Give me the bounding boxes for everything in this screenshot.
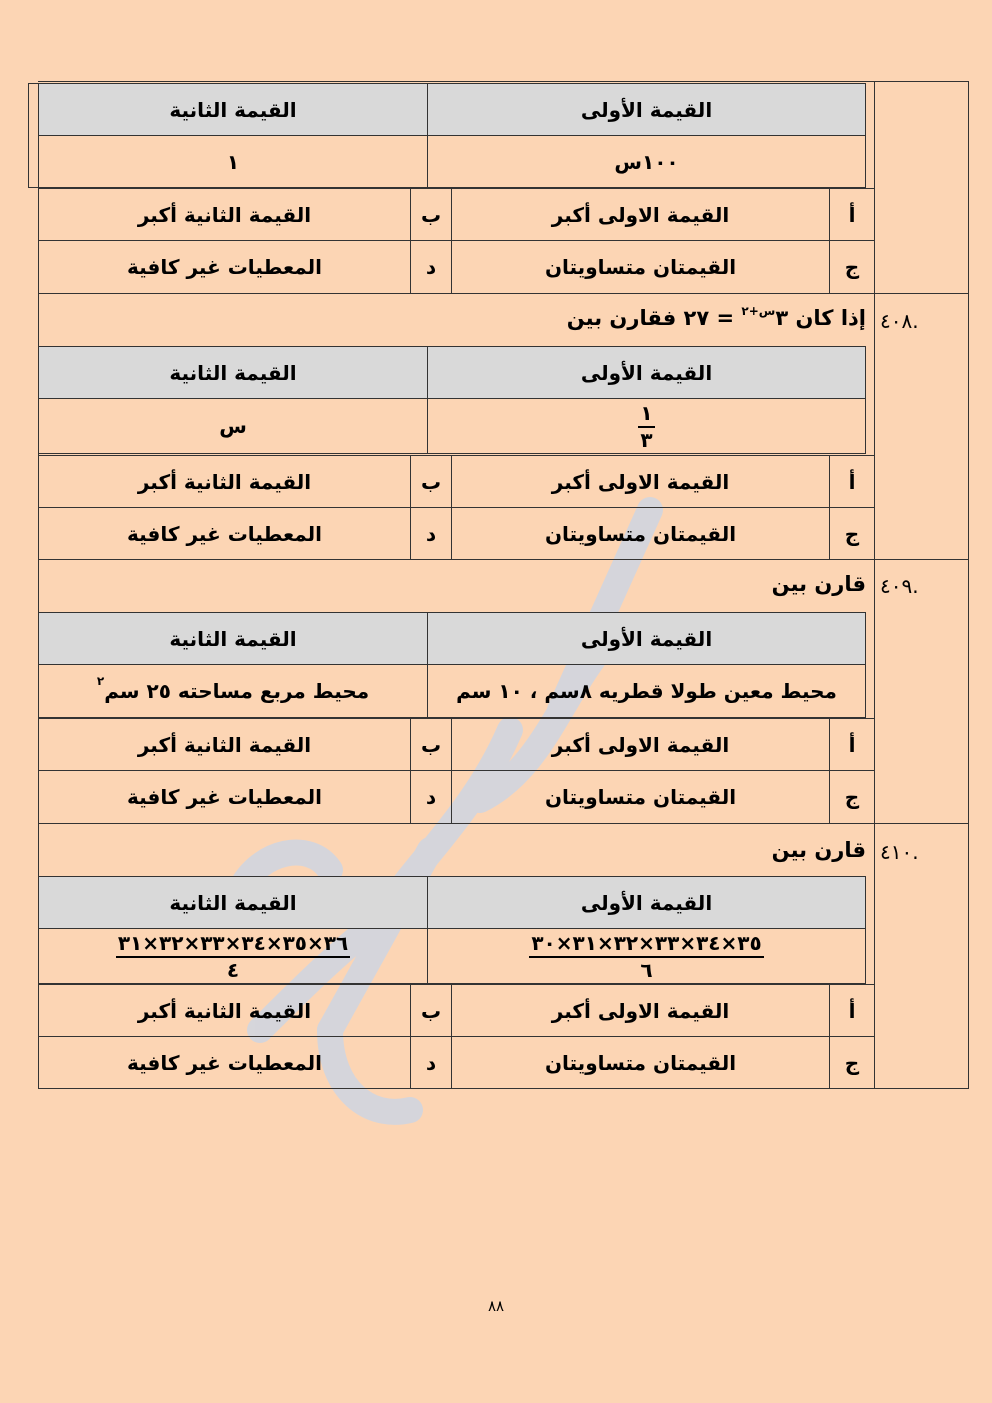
q409-first-value xyxy=(427,664,866,718)
q410-second-fraction xyxy=(116,930,350,982)
q410-first-fraction xyxy=(529,930,763,982)
header-label: القيمة الثانية xyxy=(169,626,297,651)
q407-second-header xyxy=(38,83,428,136)
q408-opt-a-letter xyxy=(829,455,875,508)
value-text: محيط معين طولا قطريه ٨سم ، ١٠ سم xyxy=(456,679,837,703)
q410-opt-d-letter xyxy=(410,1036,452,1089)
q410-first-value xyxy=(427,928,866,984)
question-number: ٤١٠. xyxy=(880,840,919,864)
q407-second-value xyxy=(38,135,428,188)
option-letter: ب xyxy=(420,469,442,494)
q410-opt-c-letter xyxy=(829,1036,875,1089)
q410-second-value xyxy=(38,928,428,984)
option-letter: أ xyxy=(848,202,856,227)
q408-opt-d xyxy=(38,507,411,560)
option-text: القيمة الثانية أكبر xyxy=(137,732,312,757)
q409-stem xyxy=(772,572,866,596)
option-text: القيمة الاولى أكبر xyxy=(551,998,730,1023)
option-text: القيمة الاولى أكبر xyxy=(551,469,730,494)
exponent: س+٢ xyxy=(741,304,776,318)
q409-opt-a-letter xyxy=(829,718,875,771)
header-label: القيمة الأولى xyxy=(580,890,713,915)
option-letter: د xyxy=(425,255,437,279)
q409-separator xyxy=(38,559,969,560)
q407-first-header xyxy=(427,83,866,136)
stem-text: قارن بين xyxy=(771,572,866,596)
q407-opt-a xyxy=(451,188,830,241)
header-label: القيمة الثانية xyxy=(169,360,297,385)
q407-opt-b xyxy=(38,188,411,241)
option-text: المعطيات غير كافية xyxy=(126,255,323,279)
q408-stem xyxy=(567,306,866,330)
q410-second-header xyxy=(38,876,428,929)
option-text: القيمتان متساويتان xyxy=(544,521,737,546)
q408-second-header xyxy=(38,346,428,399)
q409-opt-b xyxy=(38,718,411,771)
q410-opt-b-letter xyxy=(410,984,452,1037)
q407-table-left-edge xyxy=(28,83,29,188)
q408-opt-c-letter xyxy=(829,507,875,560)
q409-opt-b-letter xyxy=(410,718,452,771)
q407-opt-c-letter xyxy=(829,240,875,294)
stem-text: = ٢٧ فقارن بين xyxy=(566,306,735,330)
superscript: ٢ xyxy=(96,674,105,688)
q409-opt-a xyxy=(451,718,830,771)
q410-opt-d xyxy=(38,1036,411,1089)
question-number: ٤٠٨. xyxy=(880,309,919,333)
q410-opt-c xyxy=(451,1036,830,1089)
header-label: القيمة الأولى xyxy=(580,360,713,385)
q410-opt-a xyxy=(451,984,830,1037)
q410-opt-b xyxy=(38,984,411,1037)
denominator: ٤ xyxy=(226,957,240,982)
q408-first-value xyxy=(427,398,866,454)
header-label: القيمة الأولى xyxy=(580,97,713,122)
option-text: القيمة الثانية أكبر xyxy=(137,469,312,494)
option-letter: ب xyxy=(420,998,442,1023)
option-letter: ب xyxy=(420,202,442,227)
q407-opt-b-letter xyxy=(410,188,452,241)
q409-opt-d-letter xyxy=(410,770,452,824)
q409-second-value xyxy=(38,664,428,718)
q410-separator xyxy=(38,823,969,824)
q408-opt-b xyxy=(38,455,411,508)
option-letter: أ xyxy=(848,469,856,494)
option-letter: ج xyxy=(844,785,860,809)
header-label: القيمة الثانية xyxy=(169,890,297,915)
value-text: س xyxy=(219,414,247,438)
q408-number xyxy=(880,309,919,333)
numerator: ٣٦×٣٥×٣٤×٣٣×٣٢×٣١ xyxy=(116,933,350,958)
option-text: المعطيات غير كافية xyxy=(126,1050,323,1075)
value-text: محيط مربع مساحته ٢٥ سم xyxy=(104,679,370,703)
q409-opt-d xyxy=(38,770,411,824)
option-text: القيمتان متساويتان xyxy=(544,1050,737,1075)
q410-first-header xyxy=(427,876,866,929)
numerator: ٣٥×٣٤×٣٣×٣٢×٣١×٣٠ xyxy=(529,933,763,958)
q409-opt-c-letter xyxy=(829,770,875,824)
q408-first-header xyxy=(427,346,866,399)
option-text: القيمة الثانية أكبر xyxy=(137,202,312,227)
value-text: ١٠٠س xyxy=(614,149,679,174)
q408-opt-a xyxy=(451,455,830,508)
q408-fraction xyxy=(638,400,654,452)
option-text: القيمة الاولى أكبر xyxy=(551,732,730,757)
q408-opt-b-letter xyxy=(410,455,452,508)
header-label: القيمة الثانية xyxy=(169,97,297,122)
q410-opt-a-letter xyxy=(829,984,875,1037)
value-text: ١ xyxy=(226,149,240,174)
q409-second-header xyxy=(38,612,428,665)
denominator: ٦ xyxy=(640,957,653,982)
option-letter: ج xyxy=(844,521,860,546)
q407-first-value xyxy=(427,135,866,188)
q407-opt-d xyxy=(38,240,411,294)
option-letter: د xyxy=(425,785,437,809)
q409-number xyxy=(880,574,919,598)
option-letter: ج xyxy=(844,255,860,279)
outer-right-line xyxy=(968,81,969,1089)
option-text: القيمة الاولى أكبر xyxy=(551,202,730,227)
option-text: المعطيات غير كافية xyxy=(126,785,323,809)
q407-opt-a-letter xyxy=(829,188,875,241)
q410-stem xyxy=(772,838,866,862)
question-number: ٤٠٩. xyxy=(880,574,919,598)
option-text: القيمتان متساويتان xyxy=(544,785,737,809)
q408-opt-c xyxy=(451,507,830,560)
page-number: ٨٨ xyxy=(487,1297,505,1315)
numerator: ١ xyxy=(638,403,654,428)
option-letter: د xyxy=(425,521,437,546)
denominator: ٣ xyxy=(640,427,653,452)
option-letter: ب xyxy=(420,732,442,757)
q410-number xyxy=(880,840,919,864)
header-label: القيمة الأولى xyxy=(580,626,713,651)
q408-separator xyxy=(38,293,969,294)
option-text: المعطيات غير كافية xyxy=(126,521,323,546)
option-letter: أ xyxy=(848,732,856,757)
option-letter: ج xyxy=(844,1050,860,1075)
stem-text: إذا كان ٣ xyxy=(775,306,866,330)
q407-table-left-top xyxy=(28,83,39,84)
q409-first-header xyxy=(427,612,866,665)
q407-opt-d-letter xyxy=(410,240,452,294)
outer-top-line xyxy=(38,81,969,82)
option-text: القيمة الثانية أكبر xyxy=(137,998,312,1023)
q408-second-value xyxy=(38,398,428,454)
q407-opt-c xyxy=(451,240,830,294)
stem-text: قارن بين xyxy=(771,838,866,862)
option-text: القيمتان متساويتان xyxy=(544,255,737,279)
q409-opt-c xyxy=(451,770,830,824)
q408-opt-d-letter xyxy=(410,507,452,560)
option-letter: د xyxy=(425,1050,437,1075)
option-letter: أ xyxy=(848,998,856,1023)
